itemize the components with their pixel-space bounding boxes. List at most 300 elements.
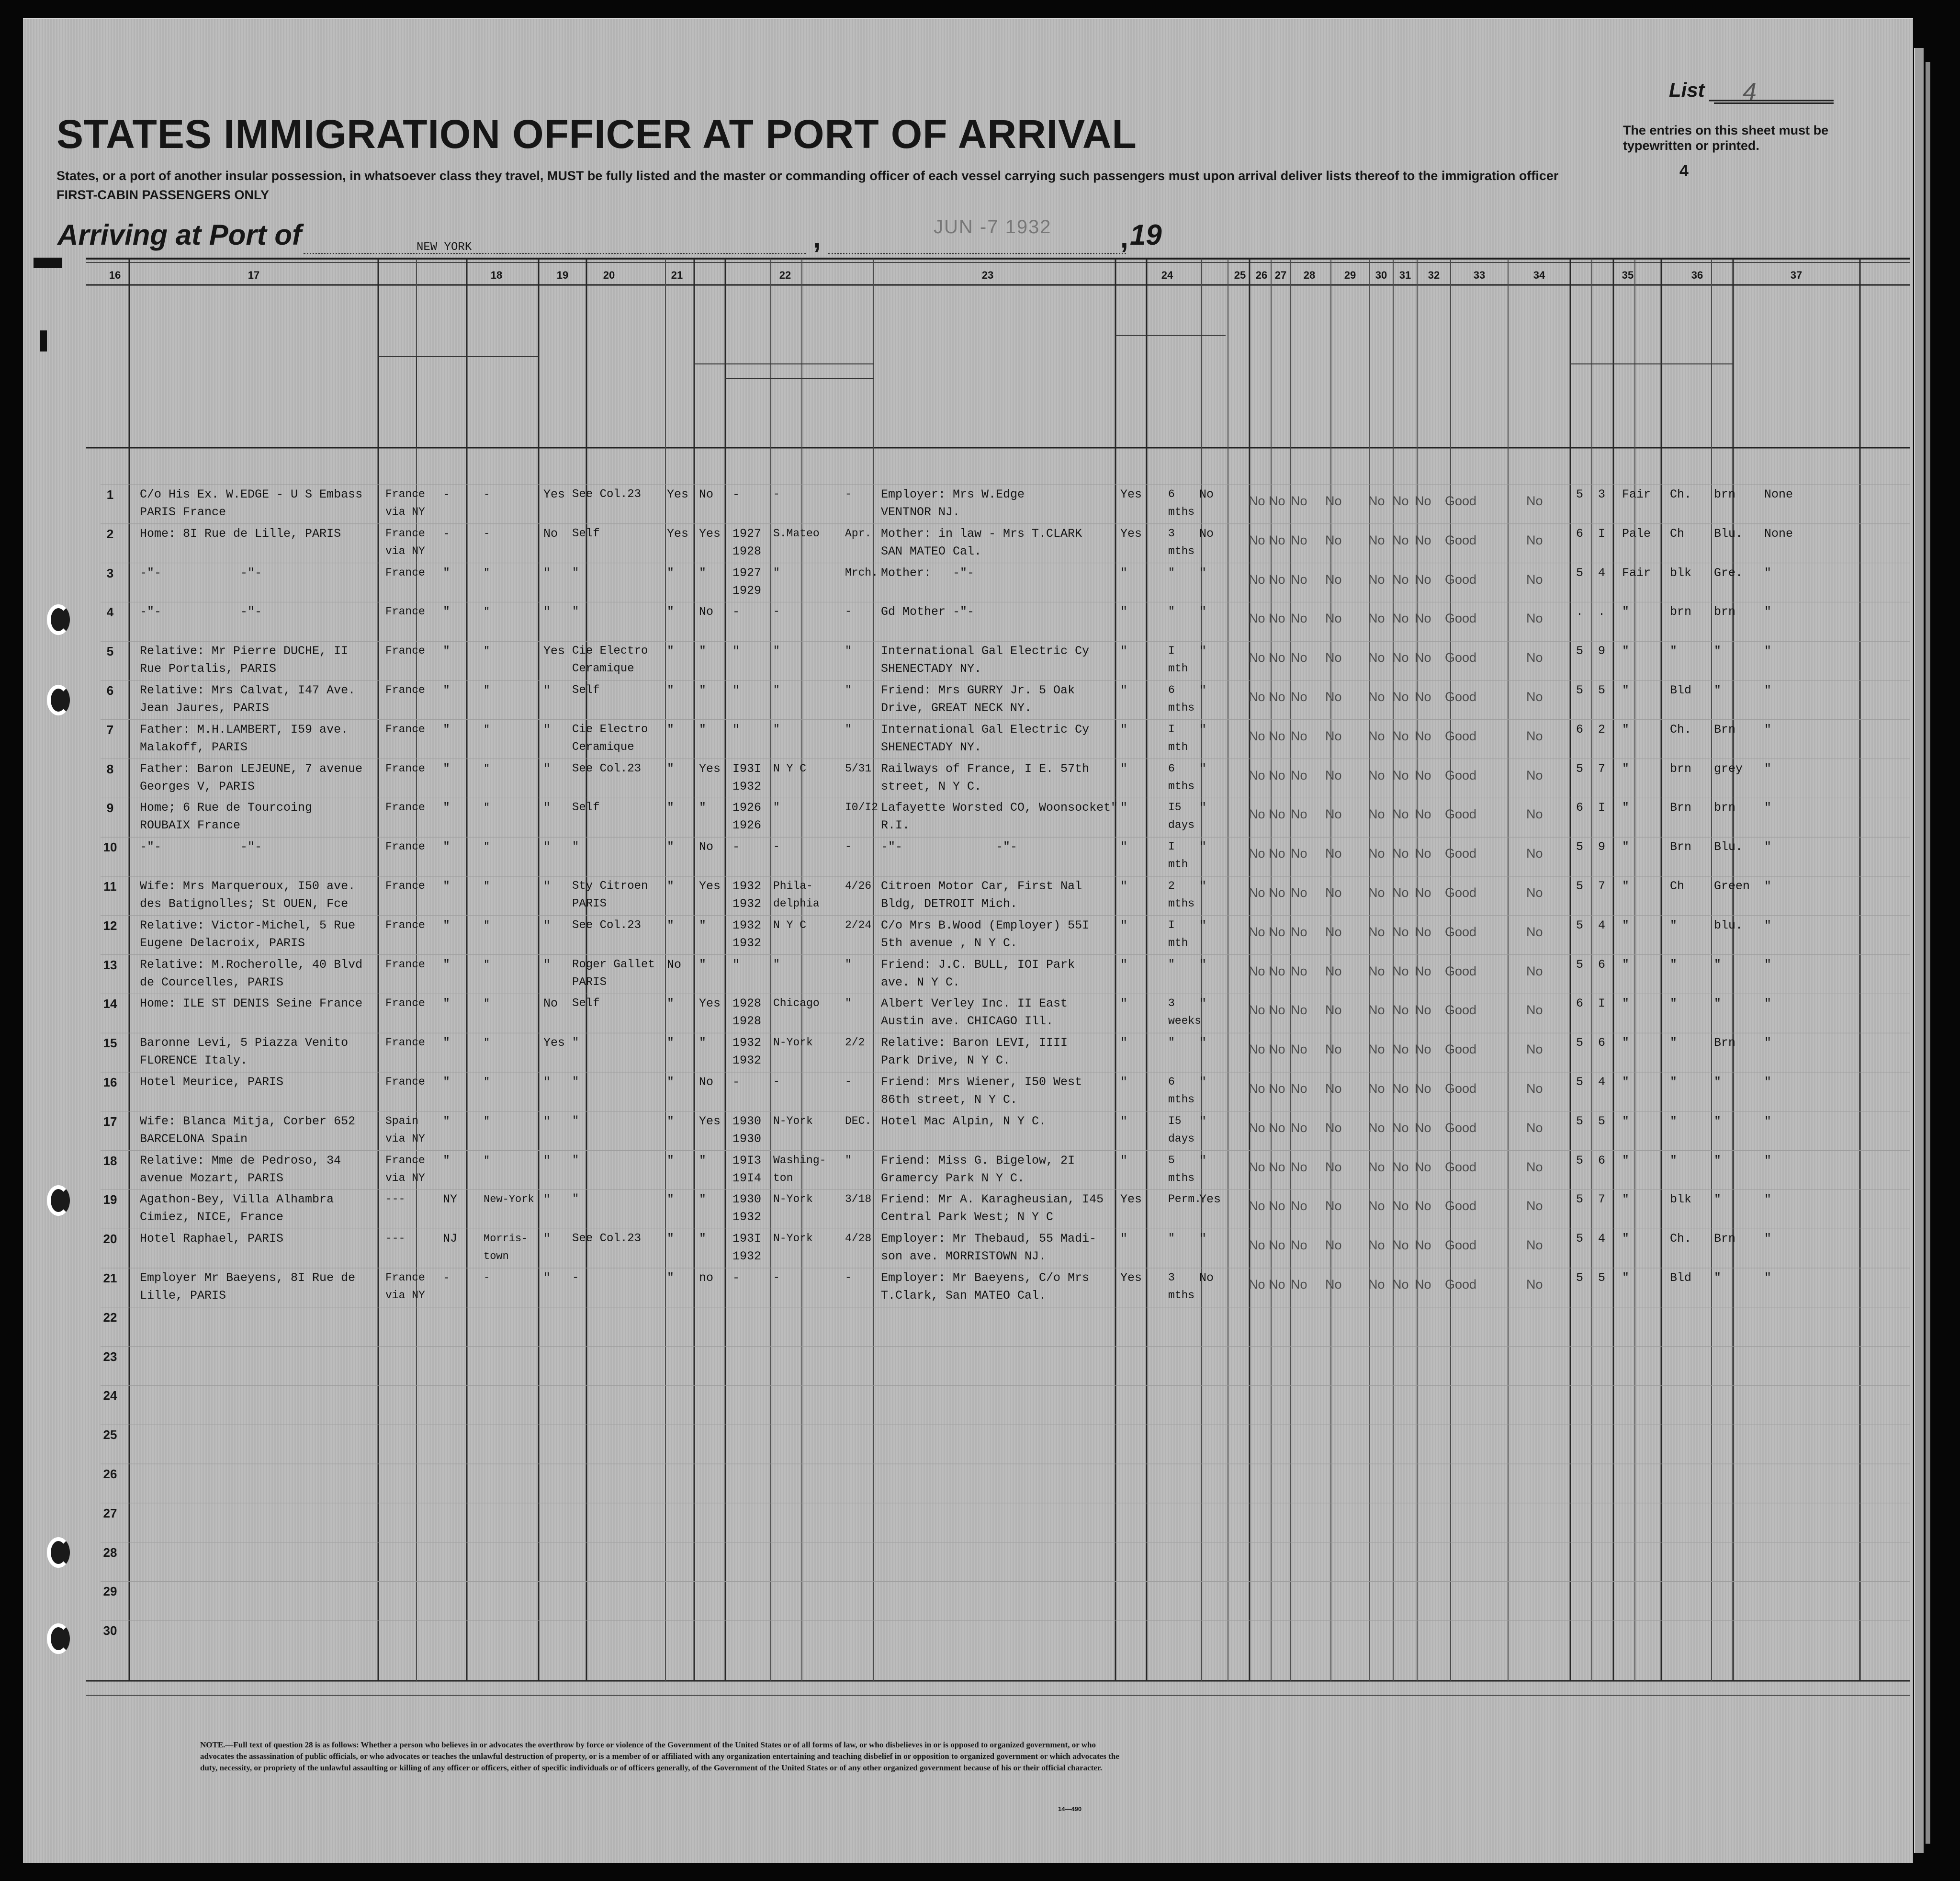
length-of-stay: 5 mths bbox=[1168, 1154, 1195, 1184]
length-of-stay: Perm. bbox=[1168, 1193, 1202, 1206]
has-fifty-dollars: " bbox=[667, 840, 675, 854]
height-inches: 6 bbox=[1598, 1036, 1606, 1050]
has-ticket: " bbox=[543, 918, 551, 932]
has-fifty-dollars: " bbox=[667, 1232, 675, 1246]
nearest-relative-address: Home: ILE ST DENIS Seine France bbox=[140, 997, 363, 1011]
answer-cell: No bbox=[1415, 924, 1431, 939]
row-number: 12 bbox=[103, 918, 117, 933]
row-number: 27 bbox=[103, 1506, 117, 1520]
answer-cell: No bbox=[1526, 650, 1543, 665]
identification-marks: " bbox=[1764, 957, 1772, 972]
height-feet: 5 bbox=[1576, 840, 1584, 854]
column-number-35: 35 bbox=[1622, 269, 1634, 281]
previous-where: N Y C bbox=[773, 762, 807, 775]
answer-cell: No bbox=[1415, 1199, 1431, 1213]
row-number: 5 bbox=[106, 644, 114, 659]
hair-color: " bbox=[1670, 918, 1678, 932]
nearest-relative-address: -"- -"- bbox=[140, 566, 262, 580]
foreign-country: France bbox=[385, 1076, 425, 1088]
identification-marks: " bbox=[1764, 1271, 1772, 1285]
height-feet: 5 bbox=[1576, 761, 1584, 776]
row-number: 24 bbox=[103, 1388, 117, 1403]
last-departure: Apr. bbox=[845, 527, 872, 540]
hair-color: " bbox=[1670, 1153, 1678, 1167]
row-number: 15 bbox=[103, 1036, 117, 1051]
eye-color: Brn bbox=[1714, 1232, 1736, 1246]
purpose-return: Yes bbox=[1120, 526, 1142, 541]
passage-paid-by: See Col.23 bbox=[572, 488, 642, 501]
eye-color: " bbox=[1714, 1114, 1722, 1128]
answer-cell: No bbox=[1291, 572, 1307, 587]
answer-cell: No bbox=[1526, 1199, 1543, 1213]
port-dotted-line bbox=[304, 253, 806, 254]
answer-cell: No bbox=[1249, 807, 1265, 822]
complexion: " bbox=[1622, 918, 1630, 932]
previous-years: - bbox=[732, 605, 740, 619]
answer-cell: No bbox=[1291, 650, 1307, 665]
identification-marks: None bbox=[1764, 526, 1793, 541]
previously-in-us: " bbox=[699, 1036, 707, 1050]
complexion: " bbox=[1622, 1232, 1630, 1246]
answer-cell: Good bbox=[1445, 572, 1477, 587]
answer-cell: No bbox=[1325, 611, 1342, 626]
answer-cell: No bbox=[1269, 1277, 1285, 1292]
eye-color: Gre. bbox=[1714, 566, 1743, 580]
joining-relative-friend: Employer: Mrs W.Edge VENTNOR NJ. bbox=[881, 487, 1025, 519]
height-feet: 5 bbox=[1576, 1114, 1584, 1128]
answer-cell: No bbox=[1368, 690, 1385, 704]
complexion: " bbox=[1622, 1153, 1630, 1167]
hair-color: Bld bbox=[1670, 683, 1692, 697]
eye-color: " bbox=[1714, 683, 1722, 697]
year-label: 19 bbox=[1130, 219, 1162, 251]
has-fifty-dollars: No bbox=[667, 957, 682, 972]
previous-years: - bbox=[732, 1271, 740, 1285]
page-title: STATES IMMIGRATION OFFICER AT PORT OF ARRIVAL bbox=[56, 112, 1137, 157]
previous-years: I93I 1932 bbox=[732, 761, 762, 793]
answer-cell: Good bbox=[1445, 924, 1477, 939]
eye-color: " bbox=[1714, 644, 1722, 658]
answer-cell: No bbox=[1291, 1159, 1307, 1174]
column-number-20: 20 bbox=[603, 269, 615, 281]
destination-state: " bbox=[443, 879, 451, 893]
eye-color: grey bbox=[1714, 761, 1743, 776]
destination-state: " bbox=[443, 644, 451, 658]
previous-years: " bbox=[732, 957, 740, 972]
passage-paid-by: See Col.23 bbox=[572, 762, 642, 775]
answer-cell: No bbox=[1526, 1081, 1543, 1096]
cabin-class: FIRST-CABIN PASSENGERS ONLY bbox=[56, 188, 270, 202]
identification-marks: " bbox=[1764, 918, 1772, 932]
intends-citizen: " bbox=[1199, 840, 1207, 854]
answer-cell: No bbox=[1415, 1159, 1431, 1174]
intends-citizen: No bbox=[1199, 1271, 1214, 1285]
column-number-26: 26 bbox=[1255, 269, 1268, 281]
length-of-stay: I mth bbox=[1168, 645, 1188, 675]
height-feet: 5 bbox=[1576, 1271, 1584, 1285]
answer-cell: Good bbox=[1445, 1042, 1477, 1057]
answer-cell: No bbox=[1325, 690, 1342, 704]
previous-years: - bbox=[732, 840, 740, 854]
previous-years: 1932 1932 bbox=[732, 1036, 762, 1068]
answer-cell: Good bbox=[1445, 1120, 1477, 1135]
height-feet: 5 bbox=[1576, 566, 1584, 580]
previous-years: 1932 1932 bbox=[732, 879, 762, 911]
answer-cell: No bbox=[1392, 650, 1409, 665]
complexion: " bbox=[1622, 801, 1630, 815]
column-number-34: 34 bbox=[1533, 269, 1545, 281]
length-of-stay: I5 days bbox=[1168, 1114, 1195, 1145]
nearest-relative-address: Agathon-Bey, Villa Alhambra Cimiez, NICE, France bbox=[140, 1192, 334, 1224]
answer-cell: No bbox=[1249, 885, 1265, 900]
list-number: 4 bbox=[1743, 78, 1757, 106]
previous-where: N-York bbox=[773, 1193, 813, 1206]
purpose-return: " bbox=[1120, 957, 1128, 972]
joining-relative-friend: Friend: Mrs GURRY Jr. 5 Oak Drive, GREAT NECK NY. bbox=[881, 683, 1075, 715]
previously-in-us: No bbox=[699, 605, 714, 619]
answer-cell: No bbox=[1325, 807, 1342, 822]
answer-cell: No bbox=[1415, 572, 1431, 587]
answer-cell: No bbox=[1368, 1042, 1385, 1057]
answer-cell: No bbox=[1526, 1042, 1543, 1057]
answer-cell: No bbox=[1415, 1120, 1431, 1135]
last-departure: " bbox=[845, 645, 852, 657]
answer-cell: No bbox=[1249, 1081, 1265, 1096]
subheader-inches bbox=[1597, 378, 1611, 450]
row-number: 8 bbox=[106, 761, 114, 776]
purpose-return: Yes bbox=[1120, 487, 1142, 501]
eye-color: " bbox=[1714, 1271, 1722, 1285]
previously-in-us: " bbox=[699, 918, 707, 932]
hair-color: " bbox=[1670, 1036, 1678, 1050]
answer-cell: No bbox=[1392, 572, 1409, 587]
answer-cell: No bbox=[1415, 807, 1431, 822]
height-feet: 6 bbox=[1576, 526, 1584, 541]
answer-cell: No bbox=[1249, 924, 1265, 939]
answer-cell: No bbox=[1325, 1159, 1342, 1174]
joining-relative-friend: Employer: Mr Thebaud, 55 Madi- son ave. MORRISTOWN NJ. bbox=[881, 1232, 1097, 1264]
length-of-stay: 6 mths bbox=[1168, 1076, 1195, 1106]
passage-paid-by: Roger Gallet PARIS bbox=[572, 958, 655, 989]
complexion: " bbox=[1622, 1114, 1630, 1128]
complexion: " bbox=[1622, 1192, 1630, 1207]
answer-cell: No bbox=[1368, 1238, 1385, 1253]
destination-city: " bbox=[484, 684, 490, 696]
previous-where: " bbox=[773, 723, 780, 736]
column-number-27: 27 bbox=[1274, 269, 1287, 281]
answer-cell: No bbox=[1249, 1199, 1265, 1213]
answer-cell: No bbox=[1269, 807, 1285, 822]
previous-where: " bbox=[773, 645, 780, 657]
previous-where: N-York bbox=[773, 1232, 813, 1245]
height-feet: 5 bbox=[1576, 1075, 1584, 1089]
binder-hole bbox=[47, 1623, 70, 1654]
length-of-stay: " bbox=[1168, 1232, 1175, 1245]
answer-cell: Good bbox=[1445, 728, 1477, 743]
subheader-foreign-country bbox=[419, 364, 448, 436]
answer-cell: No bbox=[1291, 807, 1307, 822]
destination-state: " bbox=[443, 1036, 451, 1050]
has-fifty-dollars: " bbox=[667, 1114, 675, 1128]
complexion: " bbox=[1622, 683, 1630, 697]
row-number: 23 bbox=[103, 1349, 117, 1364]
last-departure: " bbox=[845, 997, 852, 1010]
foreign-country: France bbox=[385, 605, 425, 618]
answer-cell: No bbox=[1269, 924, 1285, 939]
destination-city: " bbox=[484, 567, 490, 579]
previous-where: " bbox=[773, 801, 780, 814]
answer-cell: No bbox=[1526, 572, 1543, 587]
passage-paid-by: - bbox=[572, 1271, 579, 1284]
hair-color: brn bbox=[1670, 761, 1692, 776]
has-fifty-dollars: " bbox=[667, 1075, 675, 1089]
answer-cell: No bbox=[1291, 1238, 1307, 1253]
answer-cell: No bbox=[1249, 1120, 1265, 1135]
answer-cell: No bbox=[1526, 924, 1543, 939]
hair-color: " bbox=[1670, 997, 1678, 1011]
foreign-country: France via NY bbox=[385, 527, 425, 557]
answer-cell: No bbox=[1249, 768, 1265, 782]
destination-state: " bbox=[443, 566, 451, 580]
hair-color: brn bbox=[1670, 605, 1692, 619]
answer-cell: No bbox=[1526, 1120, 1543, 1135]
height-inches: 4 bbox=[1598, 566, 1606, 580]
nearest-relative-address: C/o His Ex. W.EDGE - U S Embass PARIS France bbox=[140, 487, 363, 519]
height-feet: 6 bbox=[1576, 801, 1584, 815]
answer-cell: No bbox=[1415, 768, 1431, 782]
has-fifty-dollars: " bbox=[667, 644, 675, 658]
joining-relative-friend: Friend: Mrs Wiener, I50 West 86th street, N Y C. bbox=[881, 1075, 1082, 1107]
answer-cell: Good bbox=[1445, 1159, 1477, 1174]
answer-cell: No bbox=[1291, 924, 1307, 939]
answer-cell: No bbox=[1291, 963, 1307, 978]
destination-state: " bbox=[443, 997, 451, 1011]
answer-cell: No bbox=[1368, 1159, 1385, 1174]
column-number-32: 32 bbox=[1428, 269, 1440, 281]
passage-paid-by: " bbox=[572, 1193, 579, 1206]
answer-cell: Good bbox=[1445, 846, 1477, 861]
answer-cell: No bbox=[1415, 1042, 1431, 1057]
intends-citizen: " bbox=[1199, 605, 1207, 619]
nearest-relative-address: Employer Mr Baeyens, 8I Rue de Lille, PARIS bbox=[140, 1271, 356, 1303]
answer-cell: No bbox=[1415, 885, 1431, 900]
height-inches: 4 bbox=[1598, 918, 1606, 932]
foreign-country: Spain via NY bbox=[385, 1114, 425, 1145]
joining-relative-friend: Mother: -"- bbox=[881, 566, 975, 580]
height-inches: 7 bbox=[1598, 1192, 1606, 1207]
answer-cell: No bbox=[1415, 846, 1431, 861]
answer-cell: No bbox=[1249, 1277, 1265, 1292]
identification-marks: " bbox=[1764, 761, 1772, 776]
answer-cell: No bbox=[1291, 1081, 1307, 1096]
answer-cell: No bbox=[1526, 1003, 1543, 1018]
length-of-stay: " bbox=[1168, 605, 1175, 618]
column-number-36: 36 bbox=[1691, 269, 1703, 281]
binder-hole bbox=[47, 1537, 70, 1568]
previous-where: Chicago bbox=[773, 997, 820, 1010]
foreign-country: France via NY bbox=[385, 1271, 425, 1302]
has-ticket: " bbox=[543, 840, 551, 854]
passage-paid-by: Self bbox=[572, 997, 600, 1010]
subheader-purpose-a bbox=[1118, 342, 1151, 414]
previous-years: 1928 1928 bbox=[732, 997, 762, 1029]
nearest-relative-address: Relative: M.Rocherolle, 40 Blvd de Courcelles, PARIS bbox=[140, 957, 363, 989]
previously-in-us: " bbox=[699, 1232, 707, 1246]
previously-in-us: Yes bbox=[699, 526, 721, 541]
height-feet: 5 bbox=[1576, 1036, 1584, 1050]
previous-where: Washing- ton bbox=[773, 1154, 826, 1184]
eye-color: Blu. bbox=[1714, 526, 1743, 541]
foreign-country: France bbox=[385, 762, 425, 775]
has-fifty-dollars: " bbox=[667, 683, 675, 697]
binder-hole bbox=[47, 685, 70, 715]
destination-city: Morris- town bbox=[484, 1233, 528, 1263]
height-feet: 5 bbox=[1576, 683, 1584, 697]
answer-cell: No bbox=[1249, 728, 1265, 743]
column-number-29: 29 bbox=[1344, 269, 1356, 281]
hair-color: blk bbox=[1670, 1192, 1692, 1207]
last-departure: - bbox=[845, 1076, 852, 1088]
last-departure: - bbox=[845, 488, 852, 500]
height-inches: 9 bbox=[1598, 840, 1606, 854]
destination-city: - bbox=[484, 527, 490, 540]
answer-cell: No bbox=[1415, 1003, 1431, 1018]
height-feet: . bbox=[1576, 605, 1584, 619]
has-ticket: " bbox=[543, 1114, 551, 1128]
intends-citizen: " bbox=[1199, 1153, 1207, 1167]
passage-paid-by: Cie Electro Ceramique bbox=[572, 723, 648, 754]
row-number: 22 bbox=[103, 1310, 117, 1325]
has-ticket: " bbox=[543, 605, 551, 619]
eye-color: Brn bbox=[1714, 1036, 1736, 1050]
answer-cell: No bbox=[1325, 1277, 1342, 1292]
identification-marks: " bbox=[1764, 605, 1772, 619]
nearest-relative-address: Home; 6 Rue de Tourcoing ROUBAIX France bbox=[140, 801, 313, 833]
answer-cell: No bbox=[1249, 1238, 1265, 1253]
date-stamp: JUN -7 1932 bbox=[934, 216, 1052, 238]
answer-cell: No bbox=[1368, 807, 1385, 822]
complexion: " bbox=[1622, 997, 1630, 1011]
foreign-country: --- bbox=[385, 1232, 406, 1245]
height-feet: 5 bbox=[1576, 879, 1584, 893]
binder-hole bbox=[47, 604, 70, 635]
height-feet: 5 bbox=[1576, 1192, 1584, 1207]
column-header-21 bbox=[669, 306, 690, 417]
answer-cell: No bbox=[1291, 1199, 1307, 1213]
answer-cell: No bbox=[1325, 885, 1342, 900]
answer-cell: No bbox=[1325, 1003, 1342, 1018]
height-inches: 4 bbox=[1598, 1232, 1606, 1246]
foreign-country: France bbox=[385, 801, 425, 814]
answer-cell: No bbox=[1415, 728, 1431, 743]
answer-cell: No bbox=[1325, 1081, 1342, 1096]
hair-color: Ch. bbox=[1670, 1232, 1692, 1246]
answer-cell: No bbox=[1249, 650, 1265, 665]
purpose-return: " bbox=[1120, 1232, 1128, 1246]
purpose-return: " bbox=[1120, 840, 1128, 854]
answer-cell: No bbox=[1249, 572, 1265, 587]
hair-color: blk bbox=[1670, 566, 1692, 580]
previous-years: 1930 1930 bbox=[732, 1114, 762, 1146]
foreign-country: France bbox=[385, 684, 425, 696]
list-label: List bbox=[1669, 79, 1705, 101]
has-ticket: No bbox=[543, 526, 558, 541]
answer-cell: No bbox=[1415, 1238, 1431, 1253]
margin-tick bbox=[34, 258, 62, 268]
column-number-18: 18 bbox=[490, 269, 503, 281]
previous-where: N-York bbox=[773, 1036, 813, 1049]
last-departure: 2/24 bbox=[845, 918, 872, 931]
last-departure: 5/31 bbox=[845, 762, 872, 775]
answer-cell: No bbox=[1291, 768, 1307, 782]
joining-relative-friend: Hotel Mac Alpin, N Y C. bbox=[881, 1114, 1047, 1128]
page-number: 4 bbox=[1679, 162, 1689, 180]
answer-cell: No bbox=[1415, 611, 1431, 626]
answer-cell: No bbox=[1249, 690, 1265, 704]
complexion: " bbox=[1622, 1075, 1630, 1089]
date-dotted-line bbox=[828, 253, 1126, 254]
has-ticket: Yes bbox=[543, 644, 565, 658]
eye-color: " bbox=[1714, 997, 1722, 1011]
intends-citizen: " bbox=[1199, 1114, 1207, 1128]
has-ticket: " bbox=[543, 879, 551, 893]
hair-color: Ch bbox=[1670, 879, 1685, 893]
has-fifty-dollars: " bbox=[667, 566, 675, 580]
answer-cell: No bbox=[1325, 1199, 1342, 1213]
answer-cell: No bbox=[1325, 846, 1342, 861]
nearest-relative-address: Wife: Blanca Mitja, Corber 652 BARCELONA Spain bbox=[140, 1114, 356, 1146]
height-feet: 5 bbox=[1576, 957, 1584, 972]
answer-cell: No bbox=[1526, 1238, 1543, 1253]
last-departure: I0/I2 bbox=[845, 801, 879, 814]
last-departure: " bbox=[845, 684, 852, 696]
height-inches: 5 bbox=[1598, 1114, 1606, 1128]
purpose-return: " bbox=[1120, 566, 1128, 580]
complexion: " bbox=[1622, 722, 1630, 737]
answer-cell: No bbox=[1249, 533, 1265, 547]
row-number: 11 bbox=[103, 879, 117, 894]
length-of-stay: I5 days bbox=[1168, 801, 1195, 832]
previously-in-us: Yes bbox=[699, 1114, 721, 1128]
destination-state: " bbox=[443, 801, 451, 815]
destination-city: " bbox=[484, 1076, 490, 1088]
previously-in-us: No bbox=[699, 1075, 714, 1089]
previously-in-us: " bbox=[699, 644, 707, 658]
has-fifty-dollars: " bbox=[667, 761, 675, 776]
destination-state: " bbox=[443, 683, 451, 697]
has-ticket: Yes bbox=[543, 1036, 565, 1050]
has-fifty-dollars: " bbox=[667, 1036, 675, 1050]
answer-cell: No bbox=[1368, 1199, 1385, 1213]
passage-paid-by: See Col.23 bbox=[572, 1232, 642, 1246]
answer-cell: No bbox=[1392, 1277, 1409, 1292]
intends-citizen: " bbox=[1199, 1232, 1207, 1246]
answer-cell: No bbox=[1392, 885, 1409, 900]
answer-cell: No bbox=[1392, 1120, 1409, 1135]
answer-cell: Good bbox=[1445, 690, 1477, 704]
answer-cell: No bbox=[1392, 1081, 1409, 1096]
answer-cell: No bbox=[1249, 846, 1265, 861]
height-inches: 6 bbox=[1598, 957, 1606, 972]
nearest-relative-address: Relative: Mrs Calvat, I47 Ave. Jean Jaures, PARIS bbox=[140, 683, 356, 715]
eye-color: " bbox=[1714, 1153, 1722, 1167]
column-number-23: 23 bbox=[981, 269, 994, 281]
purpose-return: " bbox=[1120, 801, 1128, 815]
answer-cell: Good bbox=[1445, 885, 1477, 900]
intends-citizen: " bbox=[1199, 997, 1207, 1011]
has-fifty-dollars: " bbox=[667, 1271, 675, 1285]
answer-cell: No bbox=[1325, 768, 1342, 782]
